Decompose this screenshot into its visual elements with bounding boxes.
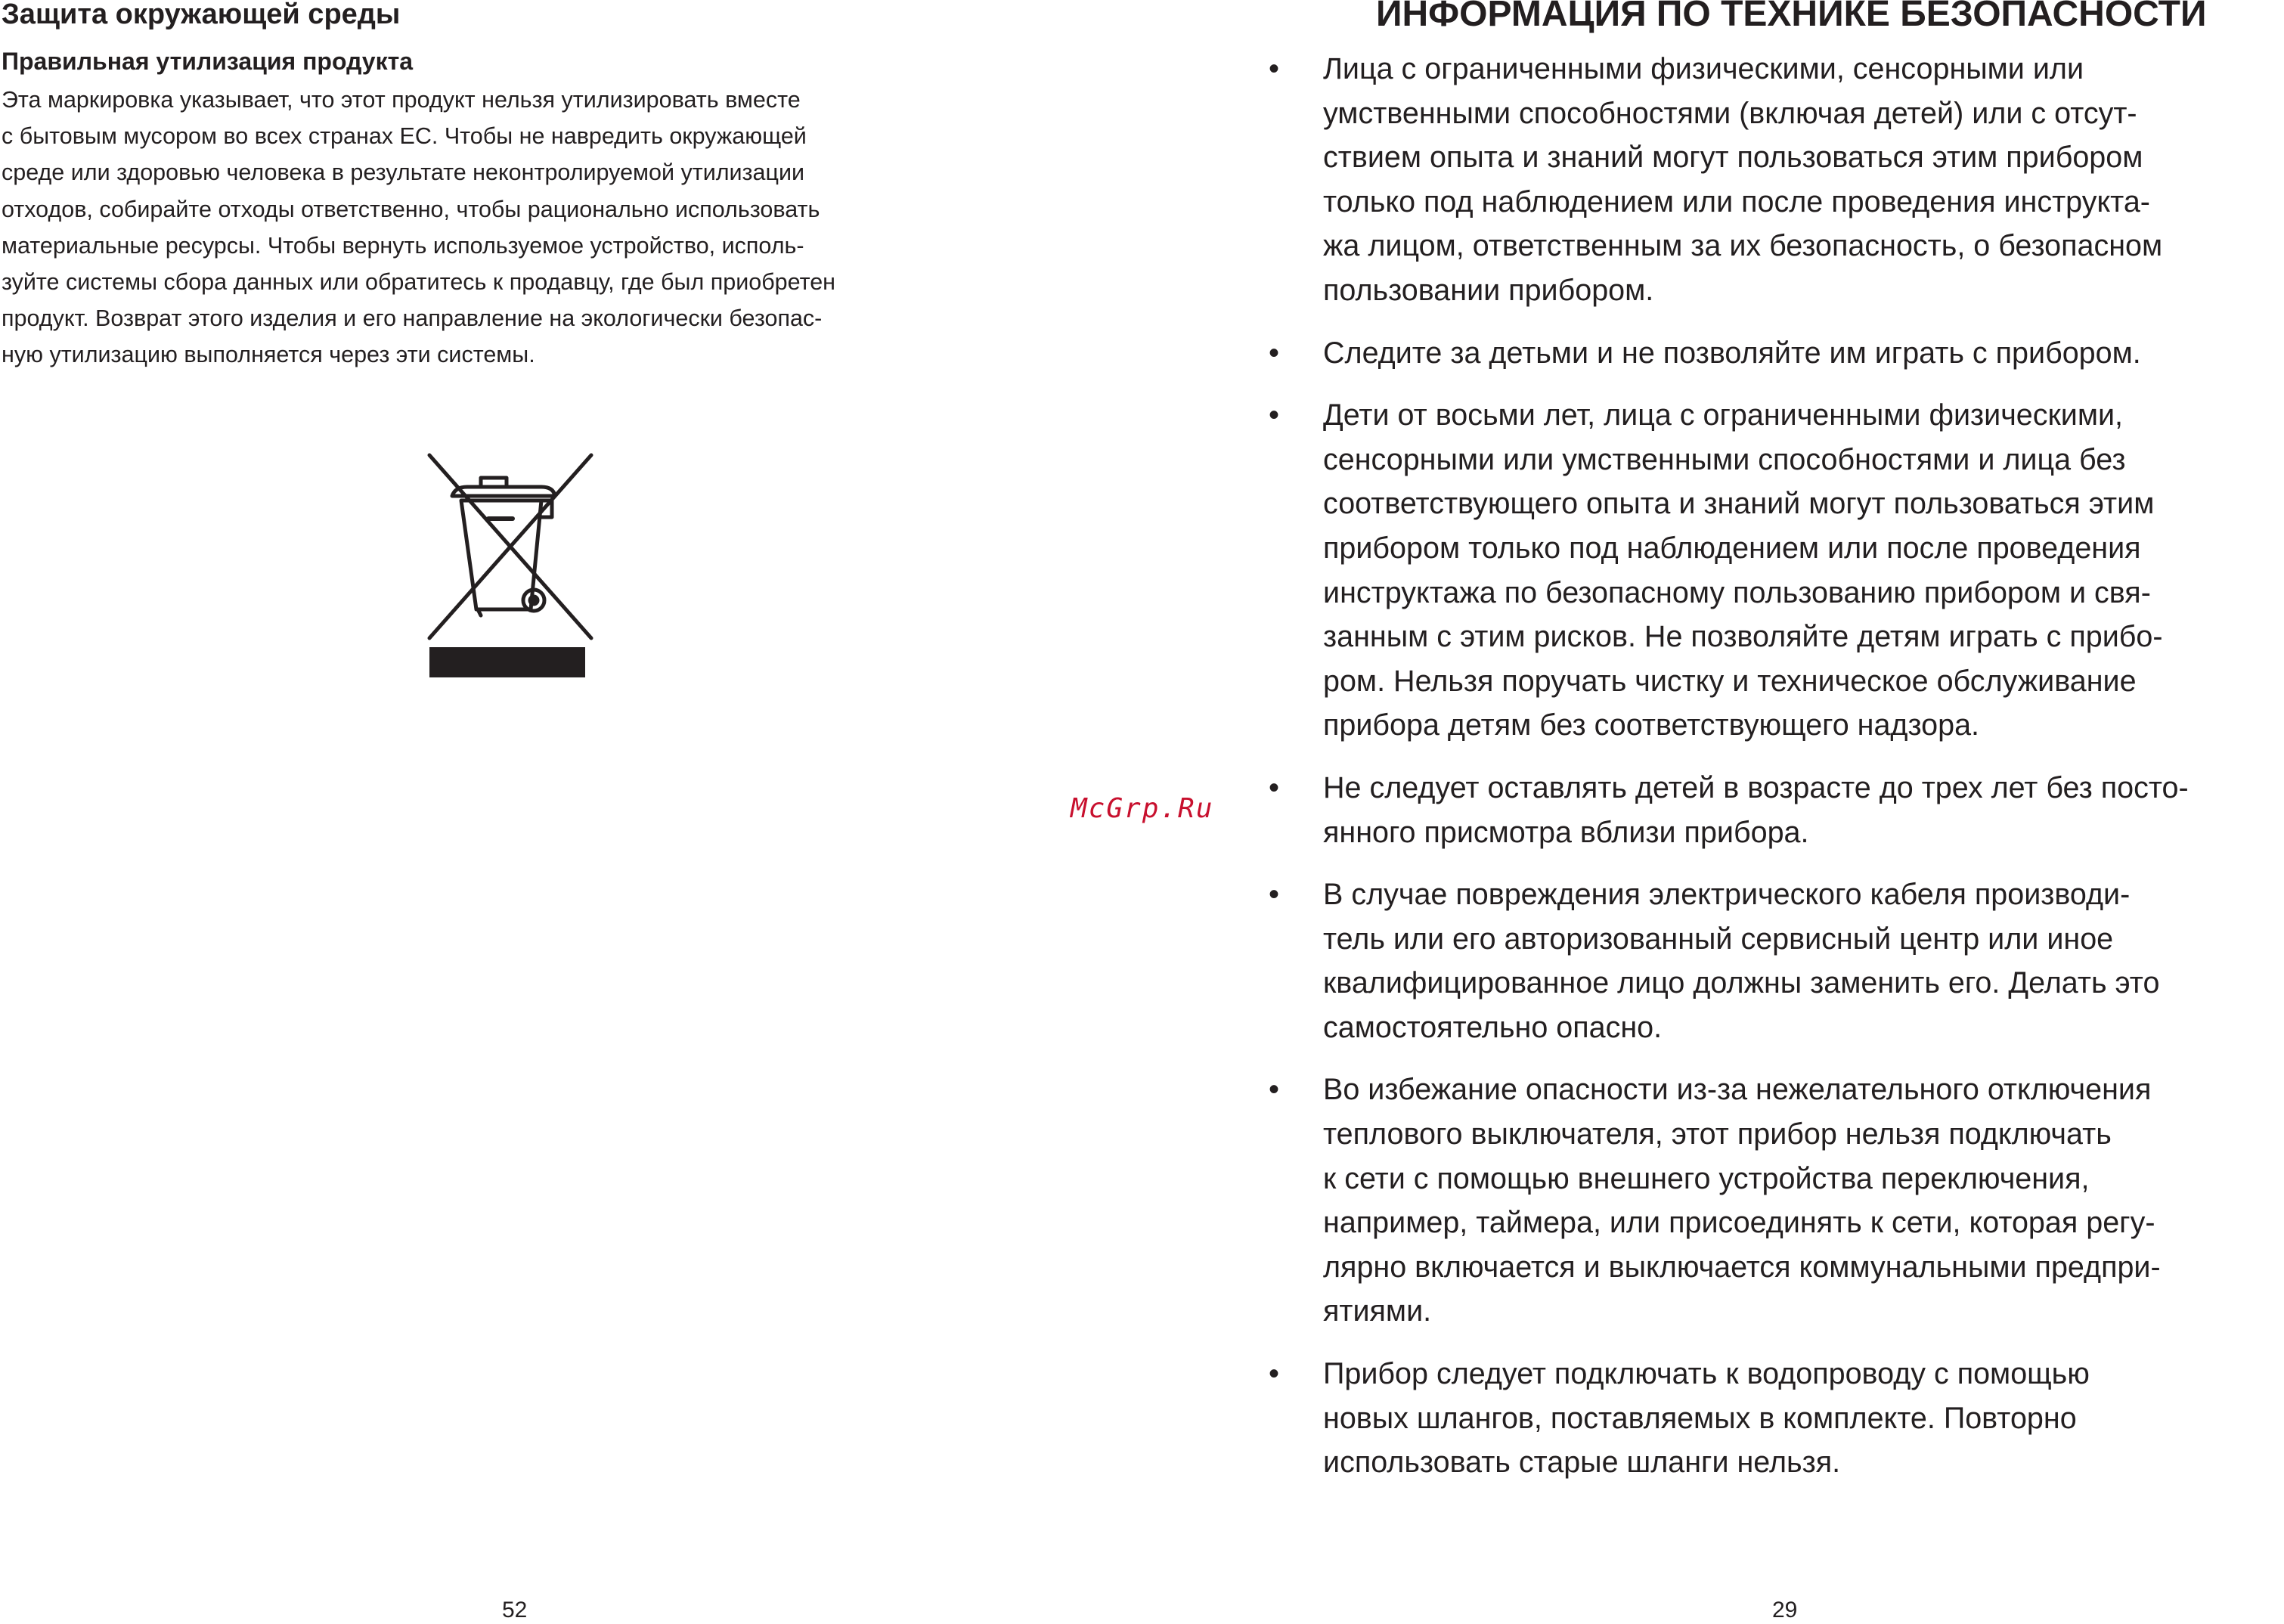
- bullet-line: Дети от восьми лет, лица с ограниченными физическими,: [1323, 398, 2124, 432]
- watermark: McGrp.Ru: [1071, 793, 1214, 824]
- list-item: [1179, 766, 2284, 854]
- safety-list: [1179, 47, 2284, 1503]
- bullet-line: ром. Нельзя поручать чистку и техническое обслуживание: [1323, 664, 2137, 698]
- bullet-line: прибора детям без соответствующего надзора.: [1323, 708, 1980, 742]
- list-item: [1179, 331, 2284, 376]
- paragraph-line: среде или здоровью человека в результате неконтролируемой утилизации: [2, 160, 805, 186]
- paragraph-line: продукт. Возврат этого изделия и его направление на экологически безопас-: [2, 305, 823, 332]
- bullet-line: только под наблюдением или после проведения инструкта-: [1323, 184, 2150, 218]
- crossed-out-wheelie-bin-icon: [407, 445, 614, 685]
- paragraph-line: материальные ресурсы. Чтобы вернуть используемое устройство, исполь-: [2, 232, 804, 259]
- paragraph-line: зуйте системы сбора данных или обратитесь к продавцу, где был приобретен: [2, 269, 836, 296]
- bullet-icon: •: [1269, 878, 1280, 912]
- list-item: [1179, 393, 2284, 748]
- paragraph-line: Эта маркировка указывает, что этот продукт нельзя утилизировать вместе: [2, 87, 801, 113]
- bullet-line: Во избежание опасности из-за нежелательного отключения: [1323, 1073, 2152, 1107]
- bullet-icon: •: [1269, 770, 1280, 804]
- page-number: 52: [502, 1598, 528, 1622]
- bullet-line: использовать старые шланги нельзя.: [1323, 1446, 1841, 1480]
- bullet-line: Следите за детьми и не позволяйте им играть с прибором.: [1323, 336, 2141, 370]
- page-number: 29: [1772, 1598, 1798, 1622]
- bullet-line: Лица с ограниченными физическими, сенсорными или: [1323, 52, 2084, 85]
- bullet-line: сенсорными или умственными способностями и лица без: [1323, 442, 2126, 476]
- disposal-paragraph: [2, 82, 835, 373]
- bullet-icon: •: [1269, 336, 1280, 370]
- bullet-line: соответствующего опыта и знаний могут пользоваться этим: [1323, 487, 2155, 521]
- bullet-line: В случае повреждения электрического кабеля производи-: [1323, 878, 2131, 912]
- paragraph-line: ную утилизацию выполняется через эти системы.: [2, 342, 535, 368]
- bullet-line: умственными способностями (включая детей) или с отсут-: [1323, 96, 2137, 130]
- section-title: Защита окружающей среды: [2, 0, 401, 30]
- bullet-icon: •: [1269, 398, 1280, 432]
- list-item: [1179, 1068, 2284, 1334]
- bullet-line: прибором только под наблюдением или после проведения: [1323, 531, 2141, 565]
- bullet-line: Не следует оставлять детей в возрасте до трех лет без посто-: [1323, 770, 2189, 804]
- list-item: [1179, 47, 2284, 313]
- bullet-icon: •: [1269, 52, 1280, 85]
- bullet-line: тель или его авторизованный сервисный центр или иное: [1323, 922, 2114, 956]
- bullet-line: инструктажа по безопасному пользованию прибором и свя-: [1323, 575, 2151, 609]
- bullet-line: лярно включается и выключается коммунальными предпри-: [1323, 1250, 2161, 1284]
- bullet-line: новых шлангов, поставляемых в комплекте. Повторно: [1323, 1401, 2077, 1435]
- left-page: [0, 0, 1074, 1622]
- bullet-line: занным с этим рисков. Не позволяйте детям играть с прибо-: [1323, 620, 2163, 654]
- bullet-line: пользовании прибором.: [1323, 273, 1654, 307]
- list-item: [1179, 1352, 2284, 1485]
- bullet-line: Прибор следует подключать к водопроводу с помощью: [1323, 1357, 2090, 1391]
- section-subtitle: Правильная утилизация продукта: [2, 48, 414, 75]
- safety-title: ИНФОРМАЦИЯ ПО ТЕХНИКЕ БЕЗОПАСНОСТИ: [1376, 0, 2207, 34]
- bullet-line: например, таймера, или присоединять к сети, которая регу-: [1323, 1206, 2155, 1240]
- bullet-line: к сети с помощью внешнего устройства переключения,: [1323, 1161, 2090, 1195]
- paragraph-line: с бытовым мусором во всех странах ЕС. Чтобы не навредить окружающей: [2, 123, 807, 150]
- bullet-line: самостоятельно опасно.: [1323, 1010, 1663, 1044]
- bullet-line: жа лицом, ответственным за их безопасность, о безопасном: [1323, 229, 2163, 263]
- bullet-line: ствием опыта и знаний могут пользоваться этим прибором: [1323, 141, 2143, 175]
- bullet-icon: •: [1269, 1357, 1280, 1391]
- bullet-line: ятиями.: [1323, 1294, 1432, 1328]
- bullet-line: квалифицированное лицо должны заменить его. Делать это: [1323, 966, 2160, 1000]
- paragraph-line: отходов, собирайте отходы ответственно, чтобы рационально использовать: [2, 196, 820, 222]
- right-page: [1179, 0, 2284, 1622]
- bullet-icon: •: [1269, 1073, 1280, 1107]
- bullet-line: янного присмотра вблизи прибора.: [1323, 815, 1809, 849]
- list-item: [1179, 872, 2284, 1049]
- bullet-line: теплового выключателя, этот прибор нельзя подключать: [1323, 1117, 2112, 1151]
